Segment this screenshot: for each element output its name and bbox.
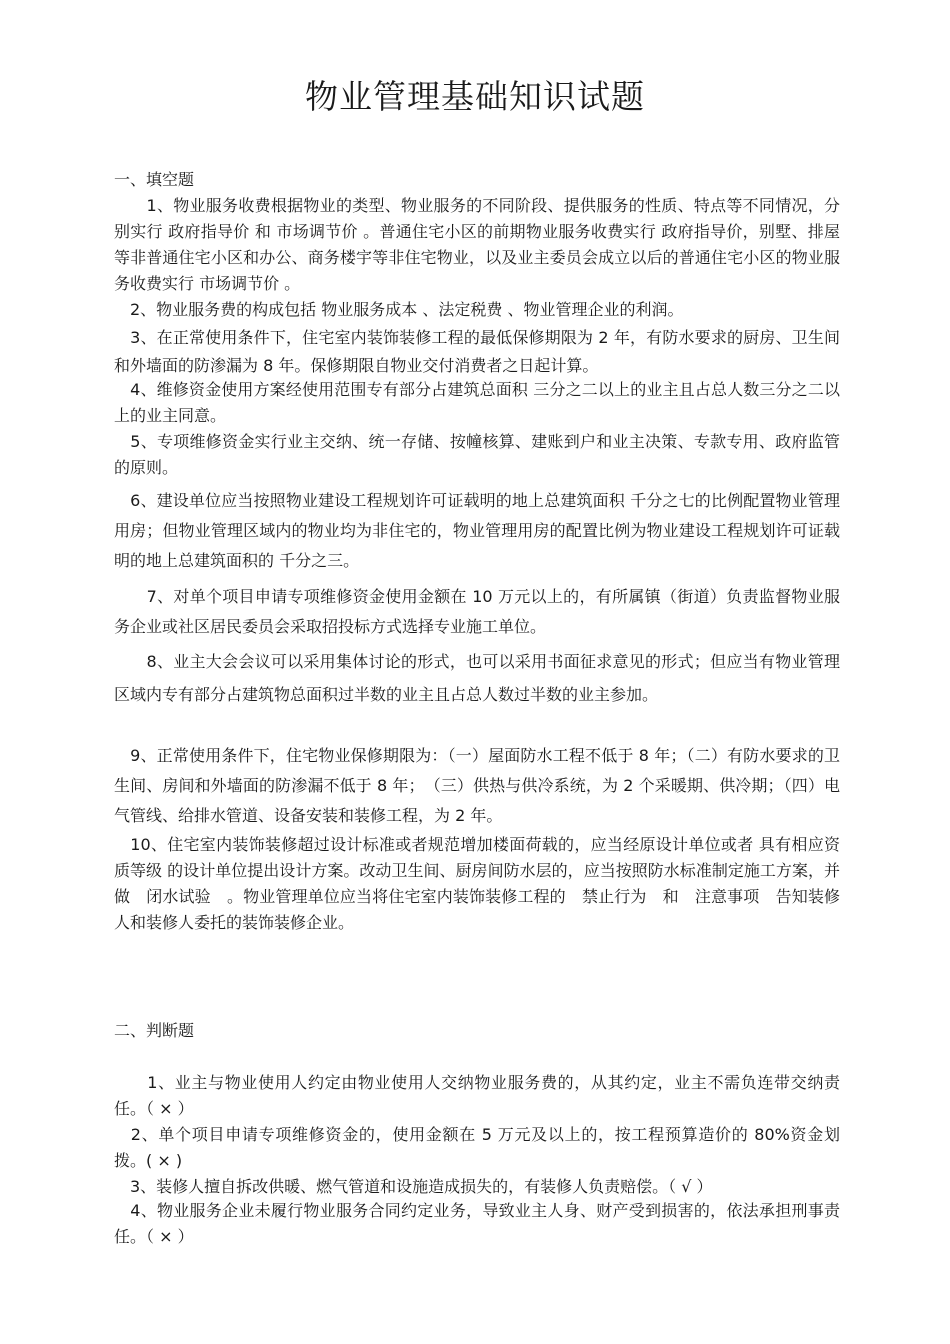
true-false-question-3: 3、装修人擅自拆改供暖、燃气管道和设施造成损失的，有装修人负责赔偿。（ √ ） (114, 1177, 713, 1196)
true-false-question-4: 4、物业服务企业未履行物业服务合同约定业务，导致业主人身、财产受到损害的，依法承担刑事责任。（ × ） (114, 1201, 840, 1246)
fill-in-question-7: 7、对单个项目申请专项维修资金使用金额在 10 万元以上的，有所属镇（街道）负责监督物业服务企业或社区居民委员会采取招投标方式选择专业施工单位。 (114, 587, 840, 636)
fill-in-question-10: 10、住宅室内装饰装修超过设计标准或者规范增加楼面荷载的，应当经原设计单位或者 具有相应资质等级 的设计单位提出设计方案。改动卫生间、厨房间防水层的，应当按照防水标准制定施工方案，并做 闭水试验 。物业管理单位应当将住宅室内装饰装修工程的 禁止行为 和 注意事项 告知装修人和装修人委托的装饰装修企业。 (114, 835, 840, 932)
fill-in-question-3: 3、在正常使用条件下，住宅室内装饰装修工程的最低保修期限为 2 年，有防水要求的厨房、卫生间和外墙面的防渗漏为 8 年。保修期限自物业交付消费者之日起计算。 (114, 328, 840, 375)
fill-in-question-6: 6、建设单位应当按照物业建设工程规划许可证载明的地上总建筑面积 千分之七的比例配置物业管理用房；但物业管理区域内的物业均为非住宅的，物业管理用房的配置比例为物业建设工程规划许可证载明的地上总建筑面积的 千分之三。 (114, 491, 840, 570)
fill-in-question-2: 2、物业服务费的构成包括 物业服务成本 、法定税费 、物业管理企业的利润。 (114, 300, 684, 319)
fill-in-question-8: 8、业主大会会议可以采用集体讨论的形式，也可以采用书面征求意见的形式；但应当有物业管理区域内专有部分占建筑物总面积过半数的业主且占总人数过半数的业主参加。 (114, 652, 840, 704)
true-false-question-2: 2、单个项目申请专项维修资金的，使用金额在 5 万元及以上的，按工程预算造价的 80%资金划拨。( × ) (114, 1125, 840, 1170)
page-title: 物业管理基础知识试题 (305, 77, 645, 116)
fill-in-question-4: 4、维修资金使用方案经使用范围专有部分占建筑总面积 三分之二以上的业主且占总人数三分之二以上的业主同意。 (114, 380, 840, 425)
fill-in-question-5: 5、专项维修资金实行业主交纳、统一存储、按幢核算、建账到户和业主决策、专款专用、政府监管的原则。 (114, 432, 840, 477)
true-false-question-1: 1、业主与物业使用人约定由物业使用人交纳物业服务费的，从其约定，业主不需负连带交纳责任。（ × ） (114, 1073, 840, 1118)
fill-in-question-1: 1、物业服务收费根据物业的类型、物业服务的不同阶段、提供服务的性质、特点等不同情况，分别实行 政府指导价 和 市场调节价 。普通住宅小区的前期物业服务收费实行 政府指导价，别墅、排屋等非普通住宅小区和办公、商务楼宇等非住宅物业，以及业主委员会成立以后的普通住宅小区的物业服务收费实行 市场调节价 。 (114, 196, 840, 293)
fill-in-question-9: 9、正常使用条件下，住宅物业保修期限为：（一）屋面防水工程不低于 8 年；（二）有防水要求的卫生间、房间和外墙面的防渗漏不低于 8 年； （三）供热与供冷系统，为 2 个采暖期、供冷期；（四）电气管线、给排水管道、设备安装和装修工程，为 2 年。 (114, 746, 840, 825)
section-true-false-heading: 二、判断题 (114, 1021, 195, 1040)
section-fill-in-heading: 一、填空题 (114, 170, 195, 189)
